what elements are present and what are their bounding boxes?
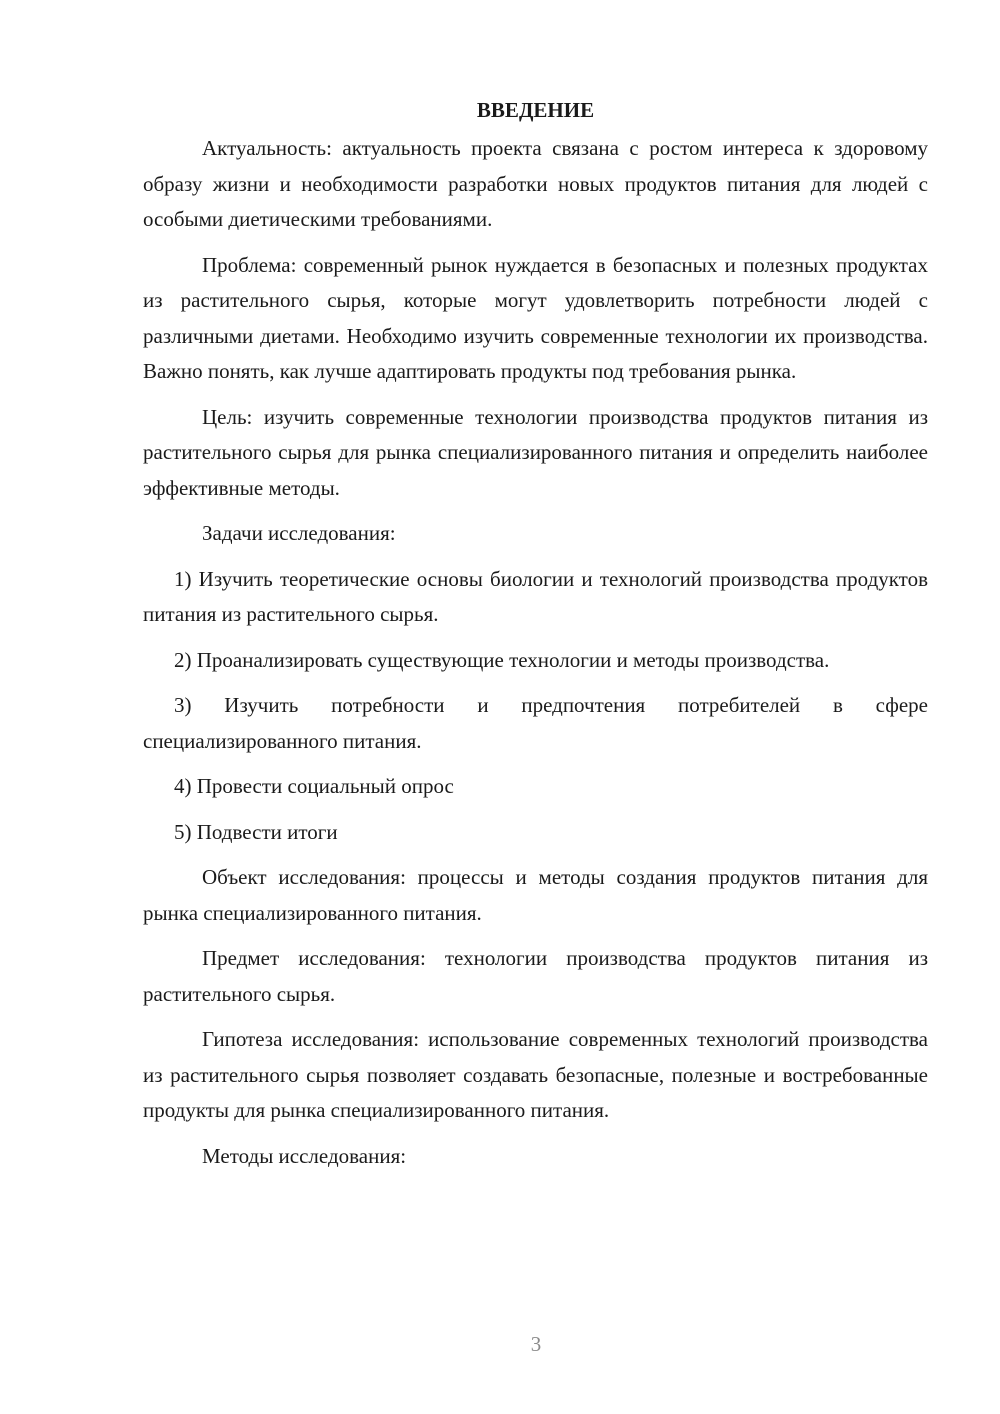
task-item-3: 3) Изучить потребности и предпочтения потребителей в сфере специализированного питания. [143, 693, 928, 753]
task-item-2: 2) Проанализировать существующие технологии и методы производства. [174, 647, 830, 672]
paragraph-tasks-heading: Задачи исследования: [202, 521, 396, 545]
paragraph-methods: Методы исследования: [202, 1143, 407, 1168]
paragraph-problem: Проблема: современный рынок нуждается в безопасных и полезных продуктах из растительного сырья, которые могут удовлетворить потребности людей с различными диетами. Необходимо изучить современные технологии их производства. Важно понять, как лучше адаптировать продукты под требования рынка. [143, 252, 928, 383]
paragraph-hypothesis: Гипотеза исследования: использование современных технологий производства из растительного сырья позволяет создавать безопасные, полезные и востребованные продукты для рынка специализированного питания. [143, 1027, 928, 1122]
task-item-1: 1) Изучить теоретические основы биологии и технологий производства продуктов питания из растительного сырья. [143, 566, 928, 626]
task-item-5: 5) Подвести итоги [174, 819, 338, 844]
paragraph-goal: Цель: изучить современные технологии производства продуктов питания из растительного сырья для рынка специализированного питания и определить наиболее эффективные методы. [143, 404, 928, 500]
page-title: ВВЕДЕНИЕ [476, 98, 595, 122]
task-item-4: 4) Провести социальный опрос [174, 774, 454, 798]
paragraph-relevance: Актуальность: актуальность проекта связана с ростом интереса к здоровому образу жизни и необходимости разработки новых продуктов питания для людей с особыми диетическими требованиями. [143, 136, 928, 231]
page-number: 3 [530, 1332, 542, 1356]
document-page [143, 92, 928, 1184]
paragraph-object: Объект исследования: процессы и методы создания продуктов питания для рынка специализированного питания. [143, 865, 928, 925]
paragraph-subject: Предмет исследования: технологии производства продуктов питания из растительного сырья. [143, 946, 928, 1006]
